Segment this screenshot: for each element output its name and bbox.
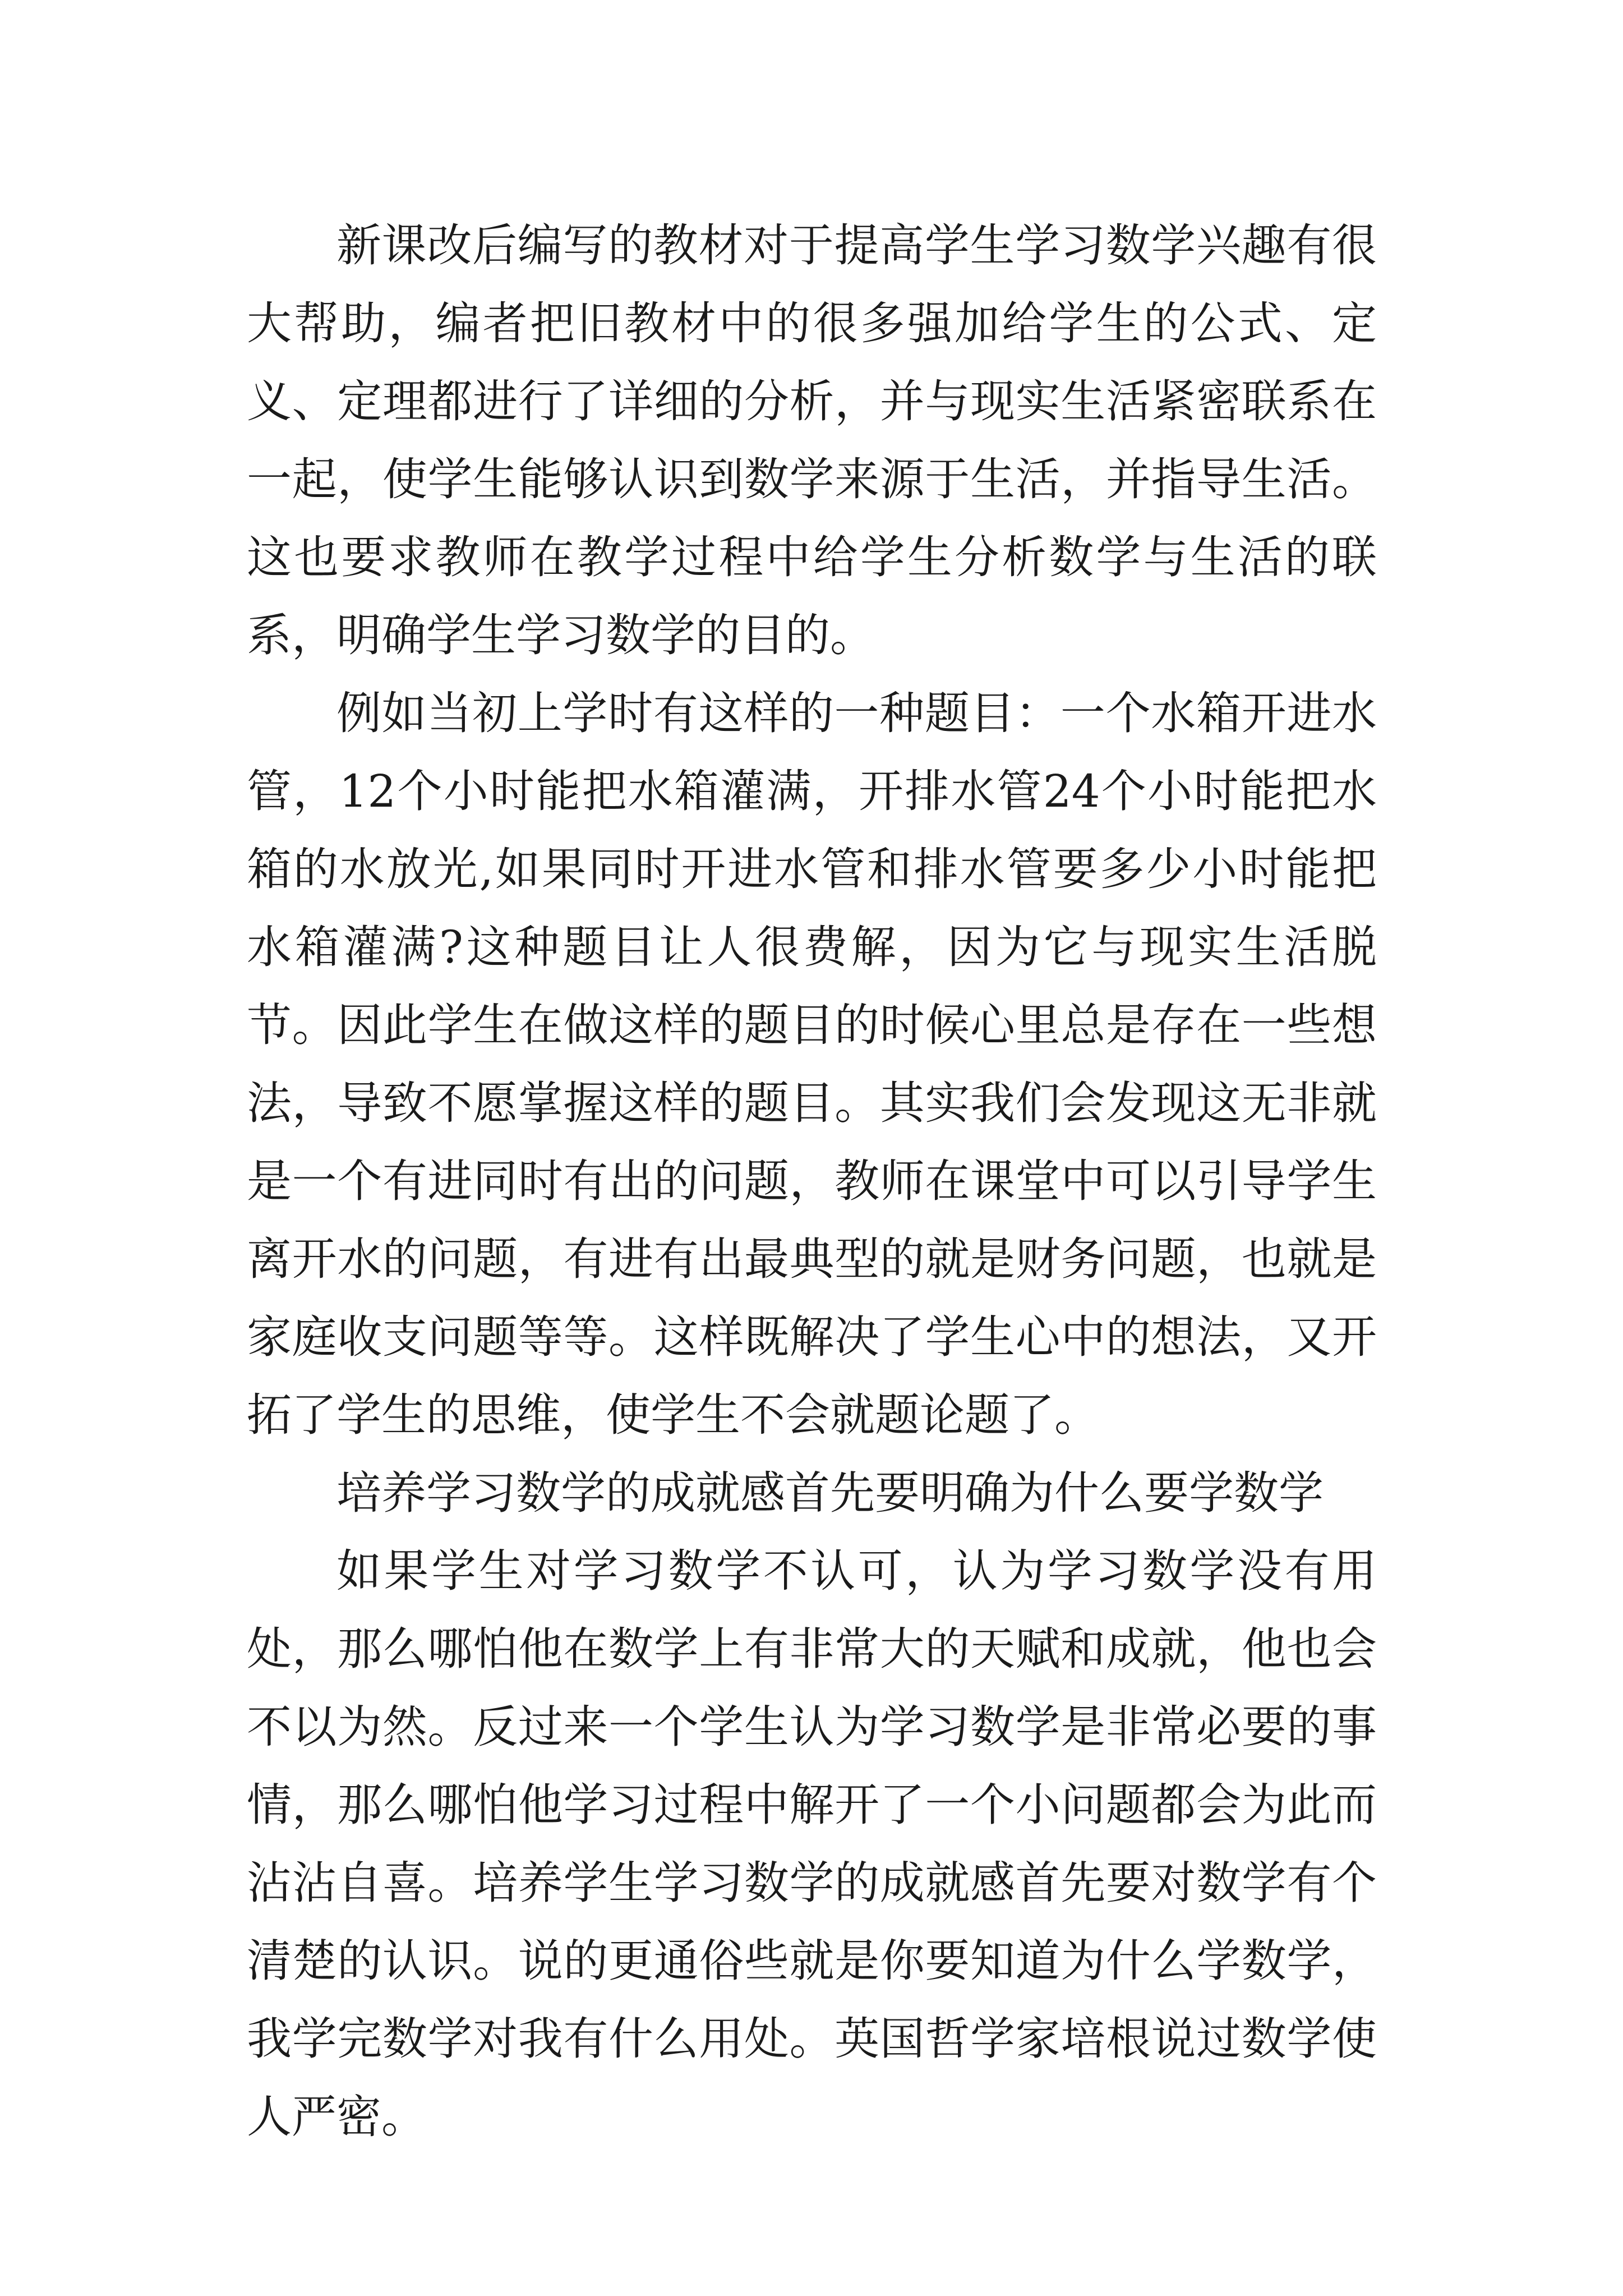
- paragraph-sense-of-achievement: 如果学生对学习数学不认可，认为学习数学没有用处，那么哪怕他在数学上有非常大的天赋和成就，他也会不以为然。反过来一个学生认为学习数学是非常必要的事情，那么哪怕他学习过程中解开了一个小问题都会为此而沾沾自喜。培养学生学习数学的成就感首先要对数学有个清楚的认识。说的更通俗些就是你要知道为什么学数学，我学完数学对我有什么用处。英国哲学家培根说过数学使人严密。: [247, 1545, 1377, 2143]
- document-body: [247, 206, 1377, 2156]
- paragraph-textbook-help: 新课改后编写的教材对于提高学生学习数学兴趣有很大帮助，编者把旧教材中的很多强加给学生的公式、定义、定理都进行了详细的分析，并与现实生活紧密联系在一起，使学生能够认识到数学来源于生活，并指导生活。这也要求教师在教学过程中给学生分析数学与生活的联系，明确学生学习数学的目的。: [247, 219, 1377, 661]
- section-heading: 培养学习数学的成就感首先要明确为什么要学数学: [336, 1467, 1324, 1519]
- paragraph-water-tank-example: 例如当初上学时有这样的一种题目：一个水箱开进水管，12个小时能把水箱灌满，开排水管24个小时能把水箱的水放光,如果同时开进水管和排水管要多少小时能把水箱灌满?这种题目让人很费解，因为它与现实生活脱节。因此学生在做这样的题目的时候心里总是存在一些想法，导致不愿掌握这样的题目。其实我们会发现这无非就是一个有进同时有出的问题，教师在课堂中可以引导学生离开水的问题，有进有出最典型的就是财务问题，也就是家庭收支问题等等。这样既解决了学生心中的想法，又开拓了学生的思维，使学生不会就题论题了。: [247, 687, 1377, 1441]
